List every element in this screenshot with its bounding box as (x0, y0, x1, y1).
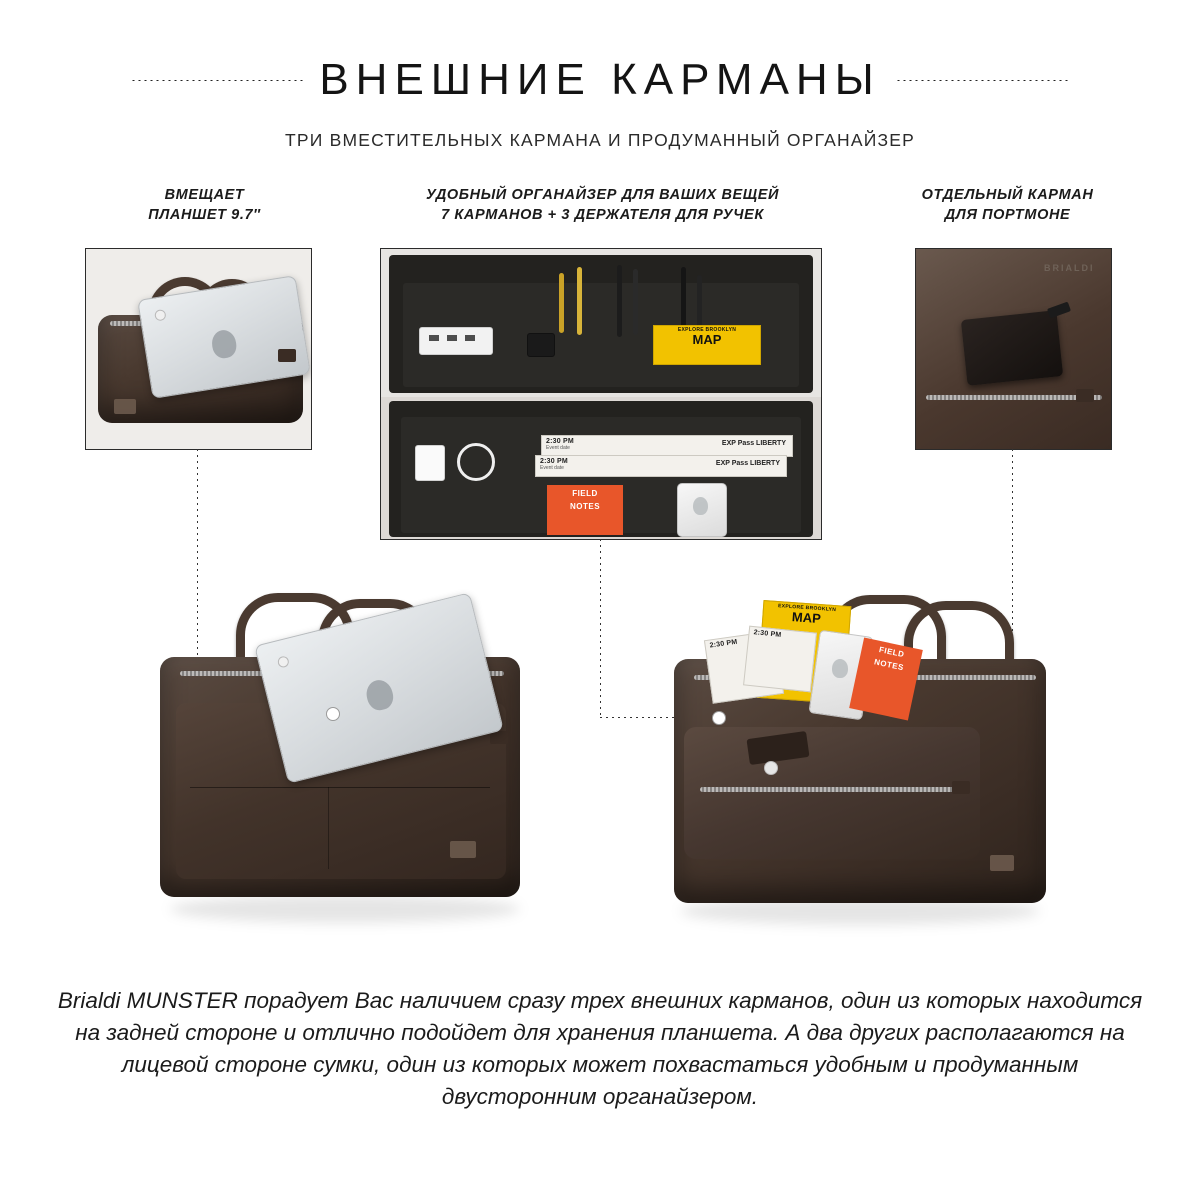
caption-middle-line2: 7 КАРМАНОВ + 3 ДЕРЖАТЕЛЯ ДЛЯ РУЧЕК (441, 206, 764, 223)
caption-left-line2: ПЛАНШЕТ 9.7″ (148, 206, 261, 223)
ticket1-sub: Event date (546, 445, 570, 451)
caption-left-line1: ВМЕЩАЕТ (164, 187, 245, 203)
caption-right-line2: ДЛЯ ПОРТМОНЕ (944, 206, 1071, 223)
map-card-top-label: EXPLORE BROOKLYN (677, 327, 737, 333)
bag-ticket2-time: 2:30 PM (753, 629, 782, 639)
title-dotted-rule-right (895, 80, 1070, 81)
ticket1-right: EXP Pass LIBERTY (721, 440, 786, 447)
ticket1-time: 2:30 PM (546, 438, 574, 445)
product-bag-back-view (150, 575, 540, 945)
fieldnotes-booklet (547, 485, 623, 535)
caption-middle (370, 186, 835, 225)
bag-map-big-label: MAP (791, 609, 822, 627)
bag-fieldnotes-line2: NOTES (873, 657, 905, 673)
connector-middle-vertical (600, 539, 601, 717)
map-card-big-label: MAP (692, 332, 722, 347)
map-card-top (653, 325, 761, 365)
product-bag-front-view (660, 575, 1060, 945)
page-title: ВНЕШНИЕ КАРМАНЫ (319, 55, 881, 104)
description-text: Brialdi MUNSTER порадует Вас наличием сразу трех внешних карманов, один из которых находится на задней стороне и отлично подойдет для хранения планшета. А два других располагаются на лицевой стороне сумки, один из которых может похвастаться удобным и продуманным двусторонним органайзером. (57, 988, 1143, 1109)
fieldnotes-line1: FIELD (572, 489, 598, 498)
bag-left-callout-dot (326, 707, 340, 721)
brand-emboss: BRIALDI (1044, 263, 1095, 273)
fieldnotes-line2: NOTES (569, 502, 601, 511)
bag-right-callout-dot (712, 711, 726, 725)
bag-map-top-label: EXPLORE BROOKLYN (777, 603, 837, 614)
caption-right-line1: ОТДЕЛЬНЫЙ КАРМАН (921, 187, 1094, 203)
title-dotted-rule-left (130, 80, 305, 81)
page-subtitle: ТРИ ВМЕСТИТЕЛЬНЫХ КАРМАНА И ПРОДУМАННЫЙ ОРГАНАЙЗЕР (284, 130, 916, 150)
bag-ticket-2 (743, 626, 817, 693)
photo-tablet-pocket (85, 248, 312, 450)
ticket2-sub: Event date (540, 465, 564, 471)
ticket2-right: EXP Pass LIBERTY (715, 460, 780, 467)
bag-ticket1-time: 2:30 PM (709, 638, 738, 650)
bag-fieldnotes-line1: FIELD (878, 645, 906, 660)
title-row (0, 55, 1200, 104)
caption-middle-line1: УДОБНЫЙ ОРГАНАЙЗЕР ДЛЯ ВАШИХ ВЕЩЕЙ (425, 187, 780, 203)
caption-left (62, 186, 347, 225)
photo-wallet-pocket (915, 248, 1112, 450)
ticket-row-2 (535, 455, 787, 477)
caption-right (870, 186, 1145, 225)
ticket-row-1 (541, 435, 793, 457)
photo-organizer (380, 248, 822, 540)
ticket2-time: 2:30 PM (540, 458, 568, 465)
